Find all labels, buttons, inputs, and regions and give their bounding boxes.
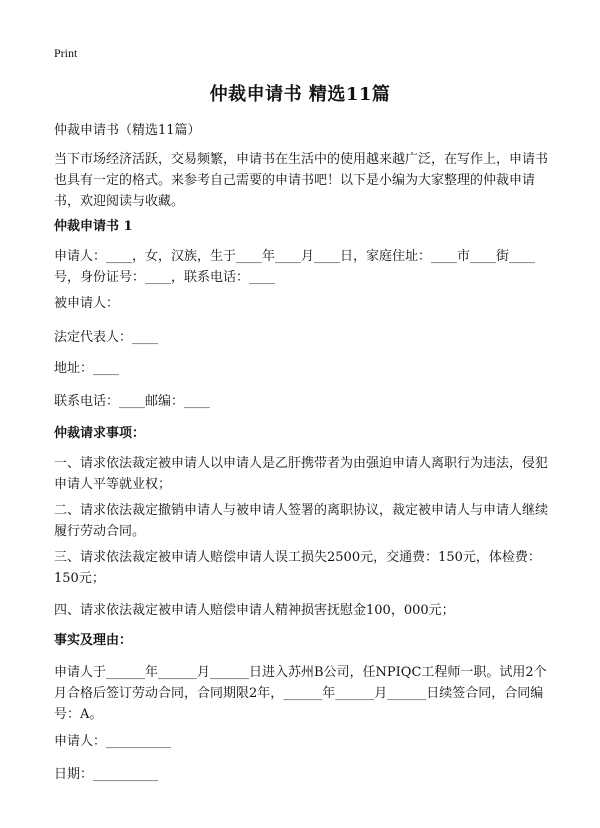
- request-item-3: 三、请求依法裁定被申请人赔偿申请人误工损失2500元，交通费：150元，体检费：150元；: [54, 550, 541, 586]
- address-line: 地址：____: [54, 361, 120, 376]
- facts-heading: 事实及理由：: [54, 633, 133, 648]
- signature-date: 日期：__________: [54, 767, 159, 782]
- request-item-4: 四、请求依法裁定被申请人赔偿申请人精神损害抚慰金100，000元；: [54, 603, 455, 618]
- intro-paragraph: 当下市场经济活跃，交易频繁，申请书在生活中的使用越来越广泛，在写作上，申请书也具有一定的格式。来参考自己需要的申请书吧！以下是小编为大家整理的仲裁申请书，欢迎阅读与收藏。: [54, 152, 549, 209]
- contact-line: 联系电话：____邮编：____: [54, 394, 211, 409]
- signature-applicant: 申请人：__________: [54, 734, 172, 749]
- applicant-info: 申请人：____，女，汉族，生于____年____月____日，家庭住址：____市____街____号，身份证号：____，联系电话：____: [54, 249, 536, 285]
- section1-heading: 仲裁申请书 1: [54, 219, 133, 234]
- requests-heading: 仲裁请求事项：: [54, 426, 146, 441]
- facts-paragraph: 申请人于______年______月______日进入苏州B公司，任NPIQC工程师一职。试用2个月合格后签订劳动合同，合同期限2年，______年______月______日续签合同，合同编号：A。: [54, 665, 547, 722]
- respondent-line: 被申请人：: [54, 296, 120, 311]
- document-subtitle: 仲裁申请书（精选11篇）: [54, 123, 201, 138]
- request-item-2: 二、请求依法裁定撤销申请人与被申请人签署的离职协议，裁定被申请人与申请人继续履行劳动合同。: [54, 503, 549, 539]
- legal-rep-line: 法定代表人：____: [54, 330, 159, 345]
- document-title: 仲裁申请书 精选11篇: [209, 84, 391, 105]
- request-item-1: 一、请求依法裁定被申请人以申请人是乙肝携带者为由强迫申请人离职行为违法，侵犯申请人平等就业权；: [54, 456, 549, 492]
- print-link[interactable]: Print: [54, 46, 78, 60]
